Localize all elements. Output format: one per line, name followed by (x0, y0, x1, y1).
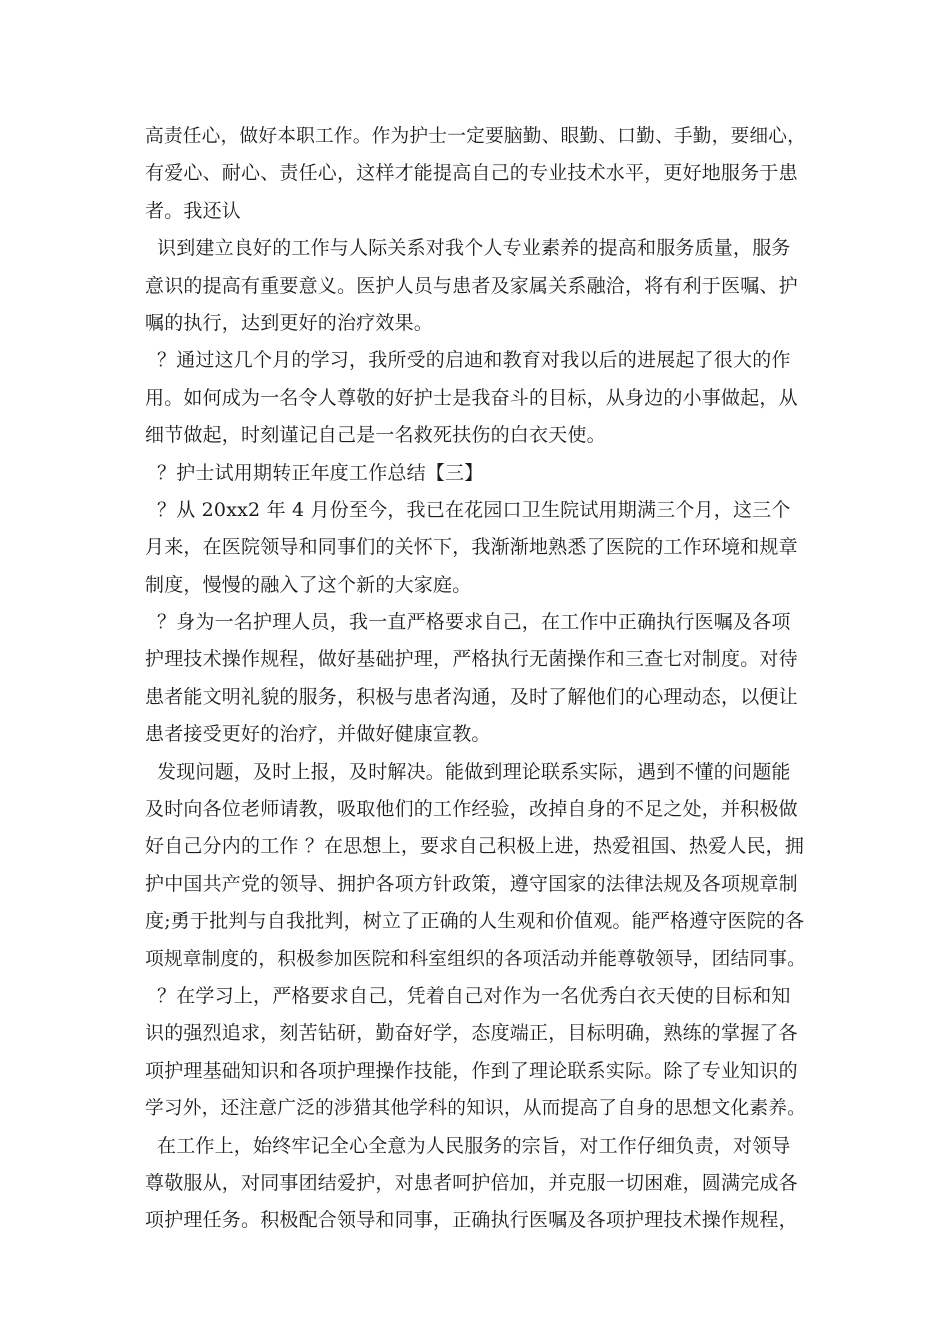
text-line: 制度，慢慢的融入了这个新的大家庭。 (145, 573, 472, 596)
text-line: 项规章制度的，积极参加医院和科室组织的各项活动并能尊敬领导，团结同事。 (145, 948, 807, 970)
text-line: 患者能文明礼貌的服务，积极与患者沟通，及时了解他们的心理动态，以便让 (145, 685, 798, 708)
text-line: 在工作上，始终牢记全心全意为人民服务的宗旨，对工作仔细负责，对领导 (157, 1134, 791, 1157)
text-line: 高责任心，做好本职工作。作为护士一定要脑勤、眼勤、口勤、手勤，要细心， (145, 126, 807, 147)
text-line: 者。我还认 (145, 199, 242, 222)
text-line: 尊敬服从，对同事团结爱护，对患者呵护倍加，并克服一切困难，圆满完成各 (145, 1171, 798, 1194)
text-line: 识到建立良好的工作与人际关系对我个人专业素养的提高和服务质量，服务 (157, 237, 791, 260)
text-line: 发现问题，及时上报，及时解决。能做到理论联系实际，遇到不懂的问题能 (157, 760, 791, 783)
text-line: 学习外，还注意广泛的涉猎其他学科的知识，从而提高了自身的思想文化素养。 (145, 1098, 807, 1120)
text-line: 及时向各位老师请教，吸取他们的工作经验，改掉自身的不足之处，并积极做 (145, 798, 798, 821)
text-line: 项护理基础知识和各项护理操作技能，作到了理论联系实际。除了专业知识的 (145, 1059, 798, 1082)
text-line: 月来，在医院领导和同事们的关怀下，我渐渐地熟悉了医院的工作环境和规章 (145, 536, 798, 559)
text-line: 护中国共产党的领导、拥护各项方针政策，遵守国家的法律法规及各项规章制 (145, 872, 798, 895)
text-line: 有爱心、耐心、责任心，这样才能提高自己的专业技术水平，更好地服务于患 (145, 162, 798, 185)
text-line: 识的强烈追求，刻苦钻研，勤奋好学，态度端正，目标明确，熟练的掌握了各 (145, 1022, 798, 1045)
text-line: 细节做起，时刻谨记自己是一名救死扶伤的白衣天使。 (145, 424, 606, 447)
text-line: 意识的提高有重要意义。医护人员与患者及家属关系融洽，将有利于医嘱、护 (145, 274, 798, 297)
text-line: 项护理任务。积极配合领导和同事，正确执行医嘱及各项护理技术操作规程， (145, 1209, 798, 1232)
text-line: ？护士试用期转正年度工作总结【三】 (157, 461, 484, 484)
text-line: ？从 20xx2 年 4 月份至今，我已在花园口卫生院试用期满三个月，这三个 (157, 498, 791, 521)
text-line: 患者接受更好的治疗，并做好健康宣教。 (145, 723, 491, 746)
text-line: 度;勇于批判与自我批判，树立了正确的人生观和价值观。能严格遵守医院的各 (145, 910, 805, 933)
document-body (145, 118, 810, 1240)
text-line: ？身为一名护理人员，我一直严格要求自己，在工作中正确执行医嘱及各项 (157, 611, 791, 634)
text-line: 用。如何成为一名令人尊敬的好护士是我奋斗的目标，从身边的小事做起，从 (145, 386, 798, 409)
text-line: 好自己分内的工作 ？在思想上，要求自己积极上进，热爱祖国、热爱人民，拥 (145, 835, 805, 858)
text-line: 护理技术操作规程，做好基础护理，严格执行无菌操作和三查七对制度。对待 (145, 648, 798, 671)
text-line: ？在学习上，严格要求自己，凭着自己对作为一名优秀白衣天使的目标和知 (157, 984, 791, 1007)
text-line: 嘱的执行，达到更好的治疗效果。 (145, 311, 434, 334)
text-line: ？通过这几个月的学习，我所受的启迪和教育对我以后的进展起了很大的作 (157, 349, 791, 372)
